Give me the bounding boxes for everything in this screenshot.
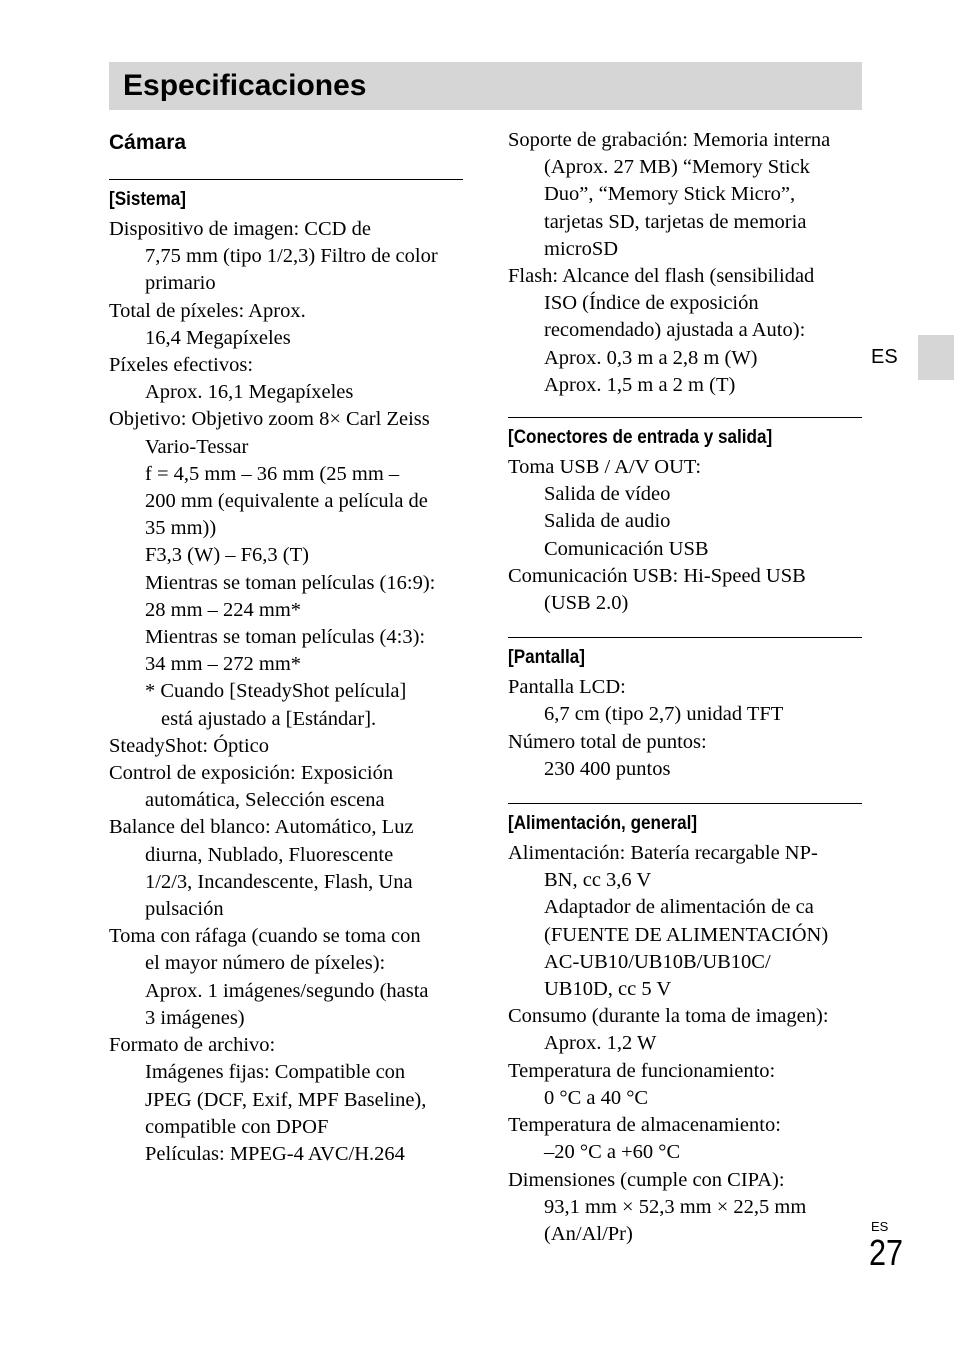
spec-detail: el mayor número de píxeles):: [145, 952, 386, 975]
spec-detail: Aprox. 1 imágenes/segundo (hasta: [145, 979, 429, 1002]
spec-detail: Películas: MPEG-4 AVC/H.264: [145, 1142, 405, 1165]
section-sistema: [109, 179, 463, 1168]
spec-detail: (USB 2.0): [544, 592, 629, 615]
spec-detail: 230 400 puntos: [544, 757, 671, 780]
spec-detail: (An/Al/Pr): [544, 1222, 633, 1245]
spec-list: [508, 674, 862, 783]
spec-detail: Aprox. 0,3 m a 2,8 m (W): [544, 346, 758, 369]
left-column: [109, 129, 463, 1168]
spec-detail: primario: [145, 272, 216, 295]
spec-detail: 16,4 Megapíxeles: [145, 326, 291, 349]
spec-entry: Balance del blanco: Automático, Luz: [109, 816, 414, 839]
section-conectores: [508, 417, 862, 617]
right-column: [508, 127, 862, 1248]
spec-detail: Mientras se toman películas (4:3):: [145, 626, 426, 649]
spec-detail: 0 °C a 40 °C: [544, 1086, 649, 1109]
spec-detail: microSD: [544, 237, 619, 260]
camera-heading: Cámara: [109, 131, 187, 154]
spec-detail: Adaptador de alimentación de ca: [544, 896, 814, 919]
spec-entry: Toma USB / A/V OUT:: [508, 456, 702, 479]
spec-entry: Control de exposición: Exposición: [109, 762, 394, 785]
spec-entry: Objetivo: Objetivo zoom 8× Carl Zeiss: [109, 408, 430, 431]
spec-detail: Duo”, “Memory Stick Micro”,: [544, 183, 796, 206]
section-heading: [Sistema]: [109, 189, 186, 210]
spec-detail: 34 mm – 272 mm*: [145, 653, 302, 676]
spec-detail: Aprox. 1,5 m a 2 m (T): [544, 373, 736, 396]
spec-detail: 7,75 mm (tipo 1/2,3) Filtro de color: [145, 245, 438, 268]
spec-detail: pulsación: [145, 898, 224, 921]
spec-detail: Salida de vídeo: [544, 483, 671, 506]
section-heading: [Alimentación, general]: [508, 813, 698, 835]
spec-detail: Mientras se toman películas (16:9):: [145, 571, 436, 594]
spec-detail: automática, Selección escena: [145, 789, 385, 812]
spec-entry: Formato de archivo:: [109, 1034, 276, 1057]
footer-language: ES: [871, 1219, 889, 1234]
spec-detail: BN, cc 3,6 V: [544, 869, 652, 892]
spec-detail: 1/2/3, Incandescente, Flash, Una: [145, 870, 413, 893]
spec-detail: AC-UB10/UB10B/UB10C/: [544, 950, 771, 973]
spec-detail: 93,1 mm × 52,3 mm × 22,5 mm: [544, 1195, 807, 1218]
page-title: Especificaciones: [123, 69, 367, 102]
spec-detail: f = 4,5 mm – 36 mm (25 mm –: [145, 462, 400, 485]
spec-detail: 28 mm – 224 mm*: [145, 598, 302, 621]
spec-list: [109, 216, 463, 1168]
spec-detail: Salida de audio: [544, 510, 671, 533]
spec-entry: Dispositivo de imagen: CCD de: [109, 218, 371, 240]
spec-entry: SteadyShot: Óptico: [109, 734, 270, 757]
section-pantalla: [508, 637, 862, 783]
language-tab: [918, 335, 954, 380]
spec-entry: Total de píxeles: Aprox.: [109, 299, 306, 322]
spec-detail: Imágenes fijas: Compatible con: [145, 1061, 406, 1084]
spec-detail: JPEG (DCF, Exif, MPF Baseline),: [145, 1088, 427, 1111]
spec-detail: –20 °C a +60 °C: [544, 1141, 681, 1164]
spec-entry: Consumo (durante la toma de imagen):: [508, 1005, 829, 1028]
spec-entry: Temperatura de almacenamiento:: [508, 1114, 781, 1137]
spec-entry: Comunicación USB: Hi-Speed USB: [508, 564, 806, 587]
spec-entry: Pantalla LCD:: [508, 676, 626, 699]
spec-detail: * Cuando [SteadyShot película]: [145, 680, 407, 703]
spec-detail: 3 imágenes): [145, 1006, 245, 1029]
spec-entry: Soporte de grabación: Memoria interna: [508, 129, 831, 151]
spec-detail: recomendado) ajustada a Auto):: [544, 319, 806, 342]
spec-detail: compatible con DPOF: [145, 1115, 329, 1138]
spec-detail: Aprox. 16,1 Megapíxeles: [145, 381, 354, 404]
spec-entry: Píxeles efectivos:: [109, 354, 254, 377]
section-heading: [Conectores de entrada y salida]: [508, 427, 773, 449]
spec-entry: Número total de puntos:: [508, 730, 707, 753]
spec-detail: 200 mm (equivalente a película de: [145, 490, 428, 513]
spec-detail: UB10D, cc 5 V: [544, 978, 672, 1001]
spec-entry: Alimentación: Batería recargable NP-: [508, 842, 818, 865]
spec-detail: está ajustado a [Estándar].: [161, 707, 377, 730]
spec-entry: Flash: Alcance del flash (sensibilidad: [508, 265, 815, 288]
spec-list: [508, 127, 862, 399]
spec-detail: diurna, Nublado, Fluorescente: [145, 843, 394, 866]
spec-detail: (Aprox. 27 MB) “Memory Stick: [544, 156, 810, 179]
spec-detail: tarjetas SD, tarjetas de memoria: [544, 210, 807, 233]
spec-list: [508, 454, 862, 617]
language-tab-label: ES: [871, 346, 898, 368]
spec-entry: Toma con ráfaga (cuando se toma con: [109, 925, 421, 948]
spec-detail: 6,7 cm (tipo 2,7) unidad TFT: [544, 703, 784, 726]
title-bar: [109, 62, 862, 110]
spec-detail: (FUENTE DE ALIMENTACIÓN): [544, 923, 829, 946]
spec-entry: Dimensiones (cumple con CIPA):: [508, 1168, 785, 1191]
spec-detail: Comunicación USB: [544, 537, 709, 560]
spec-detail: Vario-Tessar: [145, 435, 249, 458]
spec-detail: ISO (Índice de exposición: [544, 292, 759, 315]
page-number: 27: [869, 1232, 904, 1273]
section-heading: [Pantalla]: [508, 647, 585, 669]
section-alimentacion: [508, 803, 862, 1248]
spec-detail: 35 mm)): [145, 517, 217, 540]
spec-detail: F3,3 (W) – F6,3 (T): [145, 544, 309, 567]
spec-list: [508, 840, 862, 1248]
spec-entry: Temperatura de funcionamiento:: [508, 1059, 776, 1082]
spec-detail: Aprox. 1,2 W: [544, 1032, 657, 1055]
